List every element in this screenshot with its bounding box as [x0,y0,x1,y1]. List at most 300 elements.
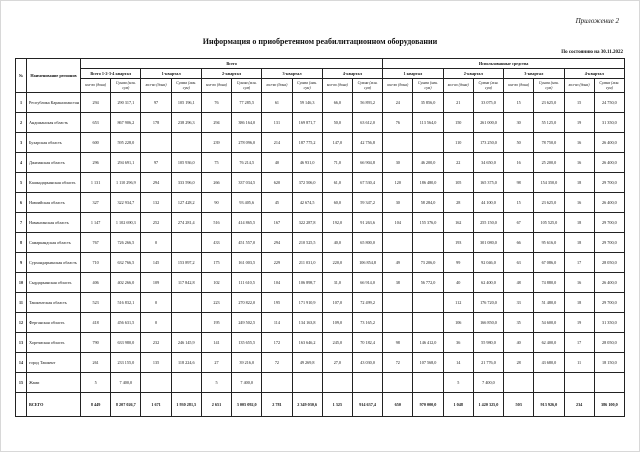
value-cell: 75 [201,153,231,173]
value-cell: 112 [443,293,473,313]
table-row [16,113,625,133]
value-cell: 516 [201,213,231,233]
region-name: Наманганская область [27,213,81,233]
value-cell: 162 [443,213,473,233]
value-cell: 516 832,1 [111,293,141,313]
group-header-quarter: 2-квартал [201,69,261,79]
value-cell: 72 [383,353,413,373]
value-cell: 109 [141,273,171,293]
value-cell: 97 [141,153,171,173]
value-cell: 76 [383,113,413,133]
value-cell: 214 [262,133,292,153]
group-header-quarter: 4-квартал [322,69,382,79]
value-cell: 66 [504,233,534,253]
value-cell [171,293,201,313]
value-cell: 595 228,0 [111,133,141,153]
total-value-cell: 2 651 [201,393,231,417]
value-cell: 767 [81,233,111,253]
value-cell: 38 [383,273,413,293]
value-cell: 99 [443,253,473,273]
value-cell [322,373,352,393]
value-cell: 106 [443,313,473,333]
value-cell: 18 150,0 [594,353,624,373]
total-value-cell: 8 449 [81,393,111,417]
sub-header-qty: кол-во (дона) [443,79,473,93]
value-cell: 74 880,0 [534,273,564,293]
sub-header-qty: кол-во (дона) [81,79,111,93]
row-number: 8 [16,233,27,253]
value-cell: 42 756,8 [352,133,382,153]
value-cell: 0 [141,233,171,253]
value-cell: 229 [262,253,292,273]
value-cell: 165 375,0 [473,173,503,193]
value-cell: 15 [504,193,534,213]
value-cell [292,373,322,393]
row-number: 10 [16,273,27,293]
value-cell: 118 224,6 [171,353,201,373]
value-cell: 28 050,0 [594,253,624,273]
value-cell [171,233,201,253]
value-cell: 26 400,0 [594,193,624,213]
value-cell: 246 145,9 [171,333,201,353]
total-value-cell: 3 005 092,0 [232,393,262,417]
value-cell: 49 269,8 [292,353,322,373]
value-cell: 523 [81,293,111,313]
value-cell: 45 [262,193,292,213]
value-cell [413,293,443,313]
row-number: 5 [16,173,27,193]
region-name: Сурхандарьинская область [27,253,81,273]
group-header-quarter: 1 квартал [383,69,443,79]
value-cell: 1 110 296,9 [111,173,141,193]
total-value-cell: 914 637,4 [352,393,382,417]
value-cell: 107 568,0 [413,353,443,373]
value-cell: 78 750,0 [534,133,564,153]
value-cell: 1 131 [81,173,111,193]
total-value-cell: 650 [383,393,413,417]
value-cell [594,373,624,393]
value-cell: 29 700,0 [594,293,624,313]
value-cell: 40 [262,153,292,173]
value-cell [413,233,443,253]
value-cell: 43 030,0 [352,353,382,373]
value-cell: 18 [564,213,594,233]
value-cell: 166 850,0 [473,313,503,333]
value-cell: 42 674,5 [292,193,322,213]
value-cell: 327 [81,193,111,213]
value-cell: 29 700,0 [594,173,624,193]
value-cell: 105 [443,173,473,193]
row-number: 13 [16,333,27,353]
value-cell [413,373,443,393]
value-cell: 33 075,0 [473,93,503,113]
equipment-table [15,58,625,417]
sub-header-qty: кол-во (дона) [383,79,413,93]
value-cell: 7 400,0 [111,373,141,393]
total-value-cell: 913 926,0 [534,393,564,417]
value-cell: 50,0 [322,113,352,133]
value-cell: 106 898,7 [292,273,322,293]
value-cell: 107,0 [322,293,352,313]
region-name: Самаркандская область [27,233,81,253]
value-cell [413,313,443,333]
value-cell: 24 750,0 [594,93,624,113]
value-cell: 5 [443,373,473,393]
value-cell: 186 480,0 [413,173,443,193]
value-cell: 710 [81,253,111,273]
region-name: Ташкентская область [27,293,81,313]
sub-header-sum: Сумма (млн. сум) [111,79,141,93]
value-cell: 18 [564,173,594,193]
total-value-cell: 1 325 [322,393,352,417]
value-cell: 36 [443,333,473,353]
value-cell: 72 499,2 [352,293,382,313]
value-cell: 46 200,0 [413,153,443,173]
sub-header-qty: кол-во (дона) [201,79,231,93]
value-cell: 145 [141,253,171,273]
value-cell: 49 [383,253,413,273]
value-cell: 255 150,0 [473,213,503,233]
total-row [16,393,625,417]
value-cell: 63 612,0 [352,113,382,133]
value-cell: 26 400,0 [594,273,624,293]
sub-header-sum: Сумма (млн. сум) [473,79,503,93]
value-cell: 59 146,3 [292,93,322,113]
table-body [16,93,625,417]
value-cell: 127 428,2 [171,193,201,213]
value-cell: 55 125,0 [534,113,564,133]
value-cell: 653 [81,113,111,133]
value-cell: 238 296,3 [171,113,201,133]
value-cell: 34 650,0 [473,153,503,173]
value-cell: 113 564,0 [413,113,443,133]
value-cell: 23 625,0 [534,193,564,213]
value-cell: 261 [81,353,111,373]
total-label: ВСЕГО [27,393,81,417]
value-cell: 249 502,5 [232,313,262,333]
value-cell: 29 700,0 [594,213,624,233]
sub-header-qty: кол-во (дона) [141,79,171,93]
value-cell: 109,0 [322,313,352,333]
value-cell: 21 776,0 [473,353,503,373]
table-row [16,133,625,153]
col-header-region: Наименование регионов [27,59,81,93]
value-cell: 105 196,1 [171,93,201,113]
value-cell: 169 871,7 [292,113,322,133]
table-row [16,313,625,333]
value-cell: 27 [201,353,231,373]
value-cell: 71,0 [322,153,352,173]
value-cell: 867 906,2 [111,113,141,133]
value-cell: 175 [201,253,231,273]
value-cell: 19 [564,313,594,333]
value-cell: 93 405,6 [232,193,262,213]
value-cell: 414 865,5 [232,213,262,233]
sub-header-sum: Сумма (млн. сум) [292,79,322,93]
value-cell: 18 [564,293,594,313]
value-cell: 60,0 [322,193,352,213]
value-cell: 296 [81,153,111,173]
value-cell: 147,0 [322,133,352,153]
value-cell: 131 [262,113,292,133]
region-name: Жами [27,373,81,393]
value-cell: 16 [564,273,594,293]
row-number: 4 [16,153,27,173]
table-row [16,93,625,113]
region-name: Ферганская область [27,313,81,333]
value-cell: 117 842,8 [171,273,201,293]
total-value-cell: 1 048 [443,393,473,417]
value-cell: 211 031,0 [292,253,322,273]
value-cell: 333 596,0 [171,173,201,193]
value-cell: 16 [564,153,594,173]
sub-header-sum: Сумма (млн. сум) [534,79,564,93]
total-value-cell: 2 349 030,6 [292,393,322,417]
page-title: Информация о приобретенном реабилитационном оборудовании [202,37,438,46]
value-cell: 35 [504,313,534,333]
sub-header-qty: кол-во (дона) [262,79,292,93]
value-cell: 29 700,0 [594,233,624,253]
value-cell [383,293,413,313]
sub-header-sum: Сумма (млн. сум) [413,79,443,93]
value-cell [534,373,564,393]
row-number: 6 [16,193,27,213]
value-cell: 62 400,0 [473,273,503,293]
value-cell: 17 [564,253,594,273]
value-cell: 406 [81,273,111,293]
value-cell: 150 [443,113,473,133]
value-cell: 0 [141,313,171,333]
value-cell: 120 [383,173,413,193]
value-cell: 106 854,8 [352,253,382,273]
value-cell: 59 347,2 [352,193,382,213]
value-cell: 16 [504,153,534,173]
value-cell: 67 086,0 [534,253,564,273]
value-cell: 261 000,0 [473,113,503,133]
table-row [16,333,625,353]
value-cell: 171 910,9 [292,293,322,313]
value-cell: 66 904,8 [352,153,382,173]
super-header-total: Всего [81,59,383,69]
value-cell: 66 914,0 [352,273,382,293]
value-cell: 337 034,5 [232,173,262,193]
value-cell: 76 [201,93,231,113]
sub-header-qty: кол-во (дона) [322,79,352,93]
value-cell: 66,0 [322,93,352,113]
value-cell: 35 856,0 [413,93,443,113]
value-cell: 294 [262,233,292,253]
value-cell: 65 800,0 [352,233,382,253]
value-cell: 266 [201,173,231,193]
value-cell [262,373,292,393]
value-cell: 21 [443,93,473,113]
sub-header-qty: кол-во (дона) [504,79,534,93]
value-cell: 195 [201,313,231,333]
sub-header-qty: кол-во (дона) [564,79,594,93]
total-value-cell: 386 100,0 [594,393,624,417]
table-row [16,253,625,273]
value-cell: 97 [141,93,171,113]
value-cell: 77 285,5 [232,93,262,113]
value-cell: 26 400,0 [594,153,624,173]
value-cell: 274 281,4 [171,213,201,233]
region-name: Республика Каракалпакстан [27,93,81,113]
value-cell: 19 [564,113,594,133]
value-cell: 61 [262,93,292,113]
value-cell: 173 250,0 [473,133,503,153]
value-cell: 5 [201,373,231,393]
group-header-quarter: 1-квартал [141,69,201,79]
value-cell: 62 400,0 [534,333,564,353]
region-name: Сырдарьинская область [27,273,81,293]
value-cell [141,133,171,153]
total-value-cell: 1 671 [141,393,171,417]
row-number [16,393,27,417]
sub-header-sum: Сумма (млн. сум) [594,79,624,93]
value-cell: 220,0 [322,253,352,273]
total-value-cell: 1 420 325,0 [473,393,503,417]
value-cell: 44 100,0 [473,193,503,213]
value-cell: 51 480,0 [534,293,564,313]
value-cell: 67 [504,213,534,233]
value-cell: 90 [201,193,231,213]
appendix-label: Приложение 2 [575,17,619,25]
row-number: 2 [16,113,27,133]
value-cell: 726 266,5 [111,233,141,253]
value-cell: 252 [141,213,171,233]
value-cell: 270 822,0 [232,293,262,313]
value-cell: 1 102 690,3 [111,213,141,233]
value-cell: 28 [504,353,534,373]
value-cell [171,373,201,393]
row-number: 1 [16,93,27,113]
value-cell: 239 [201,133,231,153]
value-cell [383,373,413,393]
group-header-quarter: 4-квартал [564,69,625,79]
value-cell: 15 [564,93,594,113]
value-cell: 633 980,0 [111,333,141,353]
value-cell: 56 893,2 [352,93,382,113]
value-cell: 22 [443,153,473,173]
value-cell: 24 [383,93,413,113]
value-cell: 67 530,4 [352,173,382,193]
value-cell [504,373,534,393]
region-name: Навоийская область [27,193,81,213]
row-number: 3 [16,133,27,153]
value-cell: 43 680,0 [534,353,564,373]
value-cell: 70 182,4 [352,333,382,353]
value-cell: 153 897,2 [171,253,201,273]
table-row [16,193,625,213]
value-cell: 456 631,5 [111,313,141,333]
region-name: Бухарская область [27,133,81,153]
row-number: 7 [16,213,27,233]
value-cell: 402 266,0 [111,273,141,293]
value-cell: 14 [443,353,473,373]
value-cell: 56 772,0 [413,273,443,293]
value-cell: 40 [504,333,534,353]
table-row [16,373,625,393]
value-cell: 72 [262,353,292,373]
value-cell: 135 655,5 [232,333,262,353]
table-row [16,233,625,253]
value-cell: 1 147 [81,213,111,233]
value-cell: 141 [201,333,231,353]
value-cell [171,313,201,333]
value-cell: 17 [564,333,594,353]
row-number: 15 [16,373,27,393]
value-cell: 25 200,0 [534,153,564,173]
region-name: Андижанская область [27,113,81,133]
value-cell: 7 400,0 [232,373,262,393]
row-number: 12 [16,313,27,333]
value-cell: 278 096,0 [232,133,262,153]
value-cell: 98 [504,173,534,193]
value-cell: 290 317,1 [111,93,141,113]
total-value-cell: 234 [564,393,594,417]
value-cell: 294 [201,113,231,133]
value-cell: 294 691,1 [111,153,141,173]
value-cell [413,133,443,153]
value-cell: 301 080,0 [473,233,503,253]
region-name: город Ташкент [27,353,81,373]
value-cell: 73 165,2 [352,313,382,333]
value-cell: 178 [141,113,171,133]
value-cell: 27,0 [322,353,352,373]
value-cell: 54 600,0 [534,313,564,333]
table-row [16,353,625,373]
value-cell: 48 [504,273,534,293]
region-name: Хорезмская область [27,333,81,353]
value-cell: 23 625,0 [534,93,564,113]
row-number: 14 [16,353,27,373]
value-cell: 163 646,2 [292,333,322,353]
region-name: Кашкадарьинская область [27,173,81,193]
table-row [16,213,625,233]
value-cell: 33 [504,293,534,313]
value-cell: 433 [201,233,231,253]
value-cell: 195 [262,293,292,313]
value-cell: 322 287,8 [292,213,322,233]
value-cell: 176 720,0 [473,293,503,313]
value-cell: 16 [564,133,594,153]
value-cell: 114 [262,313,292,333]
value-cell [564,373,594,393]
total-value-cell: 503 [504,393,534,417]
value-cell: 7 400,0 [473,373,503,393]
value-cell: 73 206,0 [413,253,443,273]
group-header-quarter: 3-квартал [262,69,322,79]
value-cell: 294 [141,173,171,193]
value-cell: 11 [564,353,594,373]
value-cell: 40 [443,273,473,293]
table-row [16,293,625,313]
value-cell [352,373,382,393]
table-header [16,59,625,93]
value-cell: 372 506,0 [292,173,322,193]
value-cell: 5 [81,373,111,393]
value-cell: 322 934,7 [111,193,141,213]
value-cell: 31 350,0 [594,313,624,333]
value-cell: 92 046,0 [473,253,503,273]
value-cell: 55 980,0 [473,333,503,353]
value-cell: 111 610,5 [232,273,262,293]
sub-header-sum: Сумма (млн. сум) [352,79,382,93]
value-cell: 63 [504,253,534,273]
value-cell: 245,0 [322,333,352,353]
total-value-cell: 1 930 281,5 [171,393,201,417]
as-of-date: По состоянию на 30.11.2022 [561,50,623,55]
